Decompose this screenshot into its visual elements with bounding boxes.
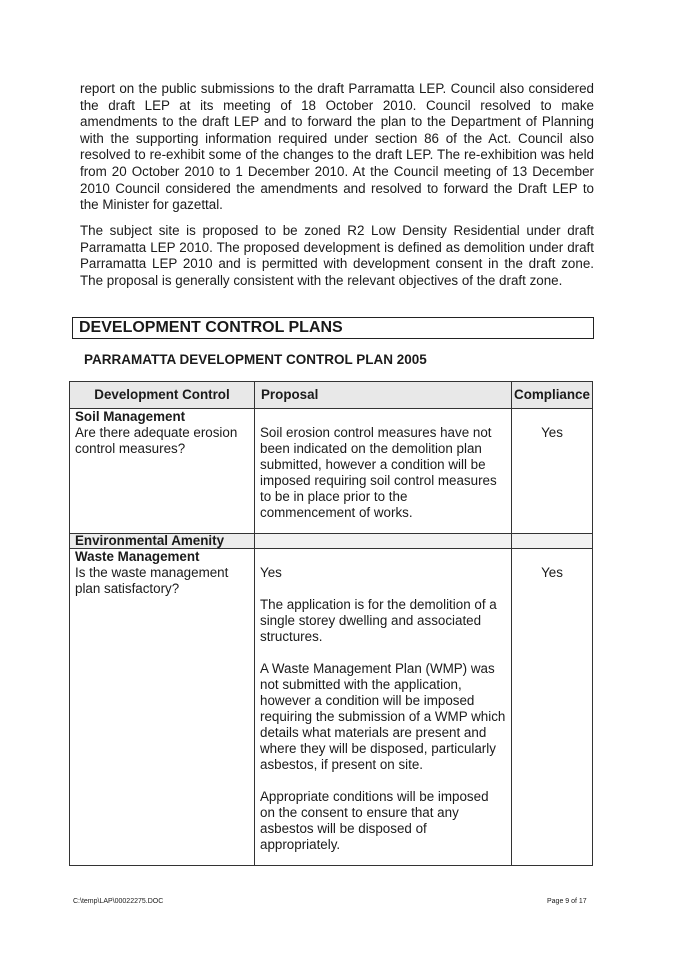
plan-title: PARRAMATTA DEVELOPMENT CONTROL PLAN 2005 — [84, 352, 427, 367]
compliance-cell — [512, 549, 593, 866]
criterion-soil: Are there adequate erosion control measures? — [75, 425, 238, 456]
section-environmental-amenity: Environmental Amenity — [70, 534, 255, 549]
table-row — [70, 549, 593, 866]
compliance-cell — [512, 409, 593, 534]
body-paragraph-1: report on the public submissions to the draft Parramatta LEP. Council also considered the draft LEP at its meeting of 18 October 2010. Council resolved to make amendments to the draft LEP and to forward the plan to the Department of Planning with the supporting information required under section 86 of the Act. Council also resolved to re-exhibit some of the changes to the draft LEP. The re-exhibition was held from 20 October 2010 to 1 December 2010. At the Council meeting of 13 December 2010 Council considered the amendments and resolved to forward the Draft LEP to the Minister for gazettal. — [80, 81, 594, 213]
section-row — [70, 534, 593, 549]
proposal-soil: Soil erosion control measures have not been indicated on the demolition plan submitted, however a condition will be imposed requiring soil control measures to be in place prior to the commencement of works. — [260, 425, 497, 520]
control-cell — [70, 409, 255, 534]
section-heading: DEVELOPMENT CONTROL PLANS — [72, 317, 594, 339]
table-header-row — [70, 382, 593, 409]
proposal-waste-2: The application is for the demolition of a single storey dwelling and associated structures. — [260, 597, 497, 644]
row-title-soil: Soil Management — [75, 409, 186, 424]
body-paragraph-2: The subject site is proposed to be zoned R2 Low Density Residential under draft Parramatta LEP 2010. The proposed development is defined as demolition under draft Parramatta LEP 2010 and is permitted with development consent in the draft zone. The proposal is generally consistent with the relevant objectives of the draft zone. — [80, 223, 594, 288]
development-control-table — [69, 381, 593, 866]
table-row — [70, 409, 593, 534]
proposal-cell — [255, 409, 512, 534]
proposal-waste-3: A Waste Management Plan (WMP) was not submitted with the application, however a condition will be imposed requiring the submission of a WMP which details what materials are present and where they will be disposed, particularly asbestos, if present on site. — [260, 661, 506, 772]
proposal-cell — [255, 549, 512, 866]
compliance-soil: Yes — [541, 425, 563, 440]
control-cell — [70, 549, 255, 866]
header-compliance: Compliance — [512, 382, 593, 409]
row-title-waste: Waste Management — [75, 549, 200, 564]
header-development-control: Development Control — [70, 382, 255, 409]
proposal-waste-1: Yes — [260, 565, 282, 580]
header-proposal: Proposal — [255, 382, 512, 409]
footer-file-path: C:\temp\LAP\00022275.DOC — [73, 898, 164, 905]
compliance-waste: Yes — [541, 565, 563, 580]
footer-page-number: Page 9 of 17 — [547, 898, 587, 905]
proposal-waste-4: Appropriate conditions will be imposed on the consent to ensure that any asbestos will be disposed of appropriately. — [260, 789, 489, 852]
criterion-waste: Is the waste management plan satisfactory? — [75, 565, 229, 596]
